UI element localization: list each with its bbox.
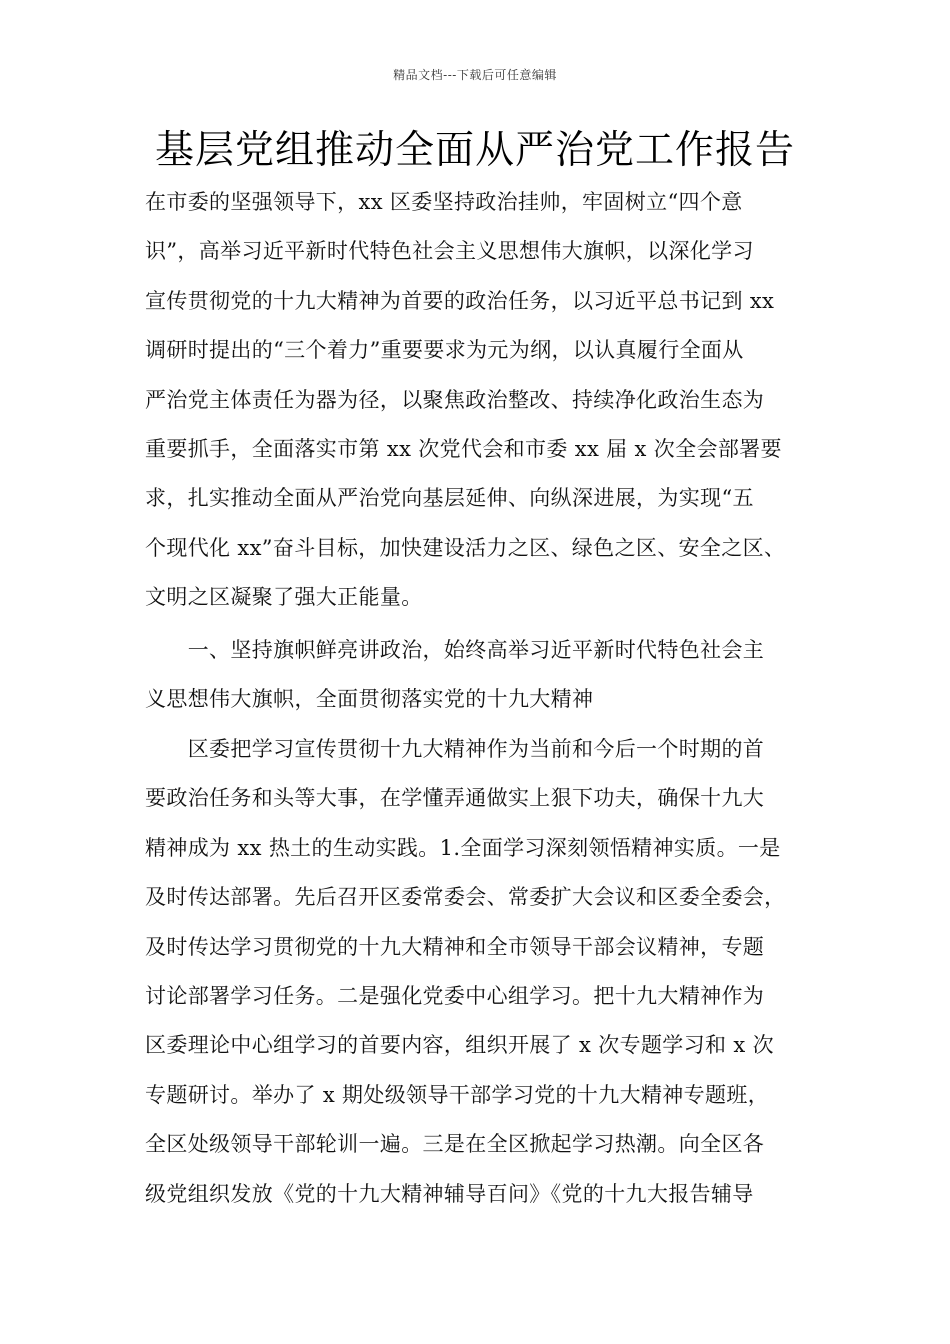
paragraph-line: 个现代化 xx”奋斗目标，加快建设活力之区、绿色之区、安全之区、: [145, 535, 786, 560]
paragraph-line: 区委理论中心组学习的首要内容，组织开展了 x 次专题学习和 x 次: [145, 1033, 774, 1058]
paragraph-line: 重要抓手，全面落实市第 xx 次党代会和市委 xx 届 x 次全会部署要: [145, 436, 782, 461]
paragraph-line: 要政治任务和头等大事，在学懂弄通做实上狠下功夫，确保十九大: [145, 786, 765, 811]
paragraph-line: 及时传达学习贯彻党的十九大精神和全市领导干部会议精神，专题: [145, 934, 765, 959]
header-note: 精品文档---下载后可任意编辑: [393, 68, 557, 82]
paragraph-line: 及时传达部署。先后召开区委常委会、常委扩大会议和区委全委会，: [145, 885, 786, 910]
paragraph-line: 专题研讨。举办了 x 期处级领导干部学习党的十九大精神专题班，: [145, 1082, 770, 1107]
paragraph-line: 调研时提出的“三个着力”重要要求为元为纲，以认真履行全面从: [145, 338, 744, 363]
paragraph-section-1: [145, 725, 835, 1219]
paragraph-line: 宣传贯彻党的十九大精神为首要的政治任务，以习近平总书记到 xx: [145, 288, 775, 313]
paragraph-line: 严治党主体责任为器为径，以聚焦政治整改、持续净化政治生态为: [145, 387, 765, 412]
paragraph-line: 文明之区凝聚了强大正能量。: [145, 585, 423, 610]
section-heading-1: [145, 626, 835, 725]
paragraph-line: 讨论部署学习任务。二是强化党委中心组学习。把十九大精神作为: [145, 983, 765, 1008]
paragraph-line: 全区处级领导干部轮训一遍。三是在全区掀起学习热潮。向全区各: [145, 1132, 765, 1157]
paragraph-line: 精神成为 xx 热土的生动实践。1.全面学习深刻领悟精神实质。一是: [145, 835, 781, 860]
heading-line: 一、坚持旗帜鲜亮讲政治，始终高举习近平新时代特色社会主: [145, 638, 765, 662]
paragraph-intro: [145, 178, 835, 623]
paragraph-line: 区委把学习宣传贯彻十九大精神作为当前和今后一个时期的首: [145, 737, 765, 761]
paragraph-line: 识”，高举习近平新时代特色社会主义思想伟大旗帜，以深化学习: [145, 239, 754, 264]
paragraph-line: 级党组织发放《党的十九大精神辅导百问》《党的十九大报告辅导: [145, 1181, 754, 1206]
document-title: 基层党组推动全面从严治党工作报告: [154, 128, 795, 173]
paragraph-line: 在市委的坚强领导下，xx 区委坚持政治挂帅，牢固树立“四个意: [145, 190, 743, 214]
heading-line: 义思想伟大旗帜，全面贯彻落实党的十九大精神: [145, 687, 594, 712]
paragraph-line: 求，扎实推动全面从严治党向基层延伸、向纵深进展，为实现“五: [145, 486, 754, 511]
